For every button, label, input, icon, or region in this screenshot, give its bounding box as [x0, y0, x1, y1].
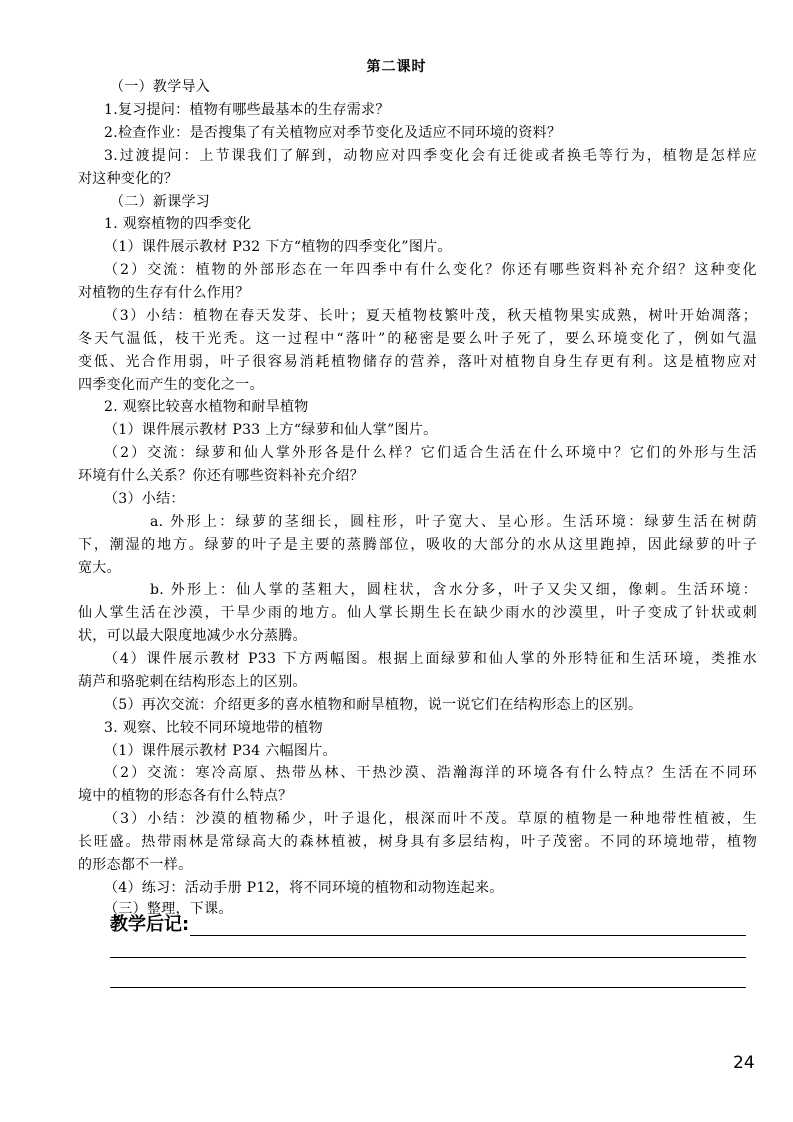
text-line: 对这种变化的？ [78, 171, 179, 187]
text-line: （2）交流：绿萝和仙人掌外形各是什么样？它们适合生活在什么环境中？它们的外形与生活 [104, 445, 757, 461]
text-line: b. 外形上：仙人掌的茎粗大，圆柱状，含水分多，叶子又尖又细，像刺。生活环境： [150, 582, 757, 598]
text-line: 1.复习提问：植物有哪些最基本的生存需求？ [104, 102, 390, 118]
text-line: 1. 观察植物的四季变化 [104, 216, 252, 232]
text-line: （1）课件展示教材 P34 六幅图片。 [104, 743, 337, 759]
teaching-notes-label: 教学后记: [110, 914, 190, 935]
text-line: 2.检查作业：是否搜集了有关植物应对季节变化及适应不同环境的资料？ [104, 125, 562, 141]
text-line: 的形态都不一样。 [78, 857, 193, 873]
notes-rule [110, 957, 746, 958]
text-line: 变低、光合作用弱，叶子很容易消耗植物储存的营养，落叶对植物自身生存更有利。这是植物应对 [78, 354, 757, 370]
text-line: 状，可以最大限度地减少水分蒸腾。 [78, 628, 307, 644]
text-line: 冬天气温低，枝干光秃。这一过程中“落叶”的秘密是要么叶子死了，要么环境变化了，例如气温 [78, 331, 757, 347]
lesson-title: 第二课时 [366, 59, 427, 75]
notes-rule [110, 987, 746, 988]
text-line: 四季变化而产生的变化之一。 [78, 377, 264, 393]
text-line: 下，潮湿的地方。绿萝的叶子是主要的蒸腾部位，吸收的大部分的水从这里跑掉，因此绿萝的叶子 [78, 537, 757, 553]
text-line: 仙人掌生活在沙漠，干旱少雨的地方。仙人掌长期生长在缺少雨水的沙漠里，叶子变成了针状或刺 [78, 605, 757, 621]
text-line: 3.过渡提问：上节课我们了解到，动物应对四季变化会有迁徙或者换毛等行为，植物是怎样应 [104, 148, 757, 164]
text-line: 对植物的生存有什么作用？ [78, 285, 250, 301]
text-line: 3. 观察、比较不同环境地带的植物 [104, 720, 323, 736]
text-line: （3）小结：沙漠的植物稀少，叶子退化，根深而叶不茂。草原的植物是一种地带性植被，生 [104, 811, 757, 827]
text-line: （1）课件展示教材 P32 下方“植物的四季变化”图片。 [104, 239, 452, 255]
text-line: 2. 观察比较喜水植物和耐旱植物 [104, 399, 309, 415]
text-line: （3）小结： [104, 491, 185, 507]
text-line: （4）课件展示教材 P33 下方两幅图。根据上面绿萝和仙人掌的外形特征和生活环境，类推水 [104, 651, 757, 667]
text-line: （4）练习：活动手册 P12，将不同环境的植物和动物连起来。 [104, 880, 504, 896]
page-number: 24 [733, 1053, 755, 1073]
text-line: （1）课件展示教材 P33 上方“绿萝和仙人掌”图片。 [104, 422, 438, 438]
text-line: 环境有什么关系？你还有哪些资料补充介绍？ [78, 468, 364, 484]
text-line: （一）教学导入 [110, 79, 211, 95]
text-line: （2）交流：植物的外部形态在一年四季中有什么变化？你还有哪些资料补充介绍？这种变化 [104, 262, 757, 278]
text-line: 葫芦和骆驼刺在结构形态上的区别。 [78, 674, 307, 690]
text-line: a. 外形上：绿萝的茎细长，圆柱形，叶子宽大、呈心形。生活环境：绿萝生活在树荫 [150, 514, 757, 530]
text-line: （3）小结：植物在春天发芽、长叶；夏天植物枝繁叶茂，秋天植物果实成熟，树叶开始凋落； [104, 308, 757, 324]
text-line: （2）交流：寒冷高原、热带丛林、干热沙漠、浩瀚海洋的环境各有什么特点？生活在不同环 [104, 765, 757, 781]
text-line: 长旺盛。热带雨林是常绿高大的森林植被，树身具有多层结构，叶子茂密。不同的环境地带，植物 [78, 834, 757, 850]
text-line: （二）新课学习 [110, 194, 211, 210]
text-line: （三）整理，下课。 [104, 901, 233, 917]
text-line: 境中的植物的形态各有什么特点？ [78, 788, 293, 804]
notes-rule [190, 935, 746, 936]
text-line: （5）再次交流：介绍更多的喜水植物和耐旱植物，说一说它们在结构形态上的区别。 [104, 697, 643, 713]
text-line: 宽大。 [78, 560, 121, 576]
